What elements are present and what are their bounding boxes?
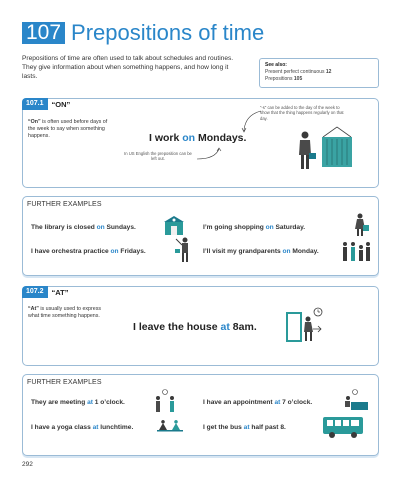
example-3: I have a yoga class at lunchtime.	[31, 424, 134, 431]
bus-icon	[321, 415, 365, 439]
see-also-line-2: Prepositions 105	[265, 76, 303, 82]
intro-text: Prepositions of time are often used to talk about schedules and routines. They give information about when something happens, and how long it lasts.	[22, 55, 234, 80]
section-word: “ON”	[51, 99, 71, 109]
further-examples-on-box	[22, 196, 379, 276]
section-explanation: “At” is usually used to express what time something happens.	[28, 306, 102, 319]
section-at-box	[22, 286, 379, 366]
see-also-title: See also:	[265, 62, 287, 68]
example-4: I’ll visit my grandparents on Monday.	[203, 248, 319, 255]
further-examples-at-box	[22, 374, 379, 456]
example-1: They are meeting at 1 o’clock.	[31, 399, 125, 406]
desk-appointment-icon	[341, 389, 369, 411]
meeting-people-icon	[153, 389, 177, 413]
example-1: The library is closed on Sundays.	[31, 224, 136, 231]
unit-number: 107	[22, 22, 65, 44]
section-number: 107.2	[22, 286, 48, 298]
shopping-woman-icon	[351, 213, 369, 237]
conductor-icon	[175, 237, 193, 263]
businessman-briefcase-icon	[295, 131, 315, 171]
library-building-icon	[163, 215, 185, 237]
see-also-line-1: Present perfect continuous 12	[265, 69, 332, 75]
shipping-container-icon	[319, 127, 355, 169]
section-number: 107.1	[22, 98, 48, 110]
family-group-icon	[341, 241, 371, 263]
page-number: 292	[22, 461, 33, 468]
unit-header	[22, 22, 264, 44]
section-on-box	[22, 98, 379, 188]
note-top: “-s” can be added to the day of the week to show that the thing happens regularly on that day.	[260, 105, 344, 121]
main-example: I leave the house at 8am.	[133, 321, 257, 333]
note-bottom: In US English the preposition can be left out.	[124, 151, 192, 162]
example-2: I have an appointment at 7 o’clock.	[203, 399, 313, 406]
further-examples-title: FURTHER EXAMPLES	[27, 201, 102, 208]
yoga-people-icon	[157, 418, 183, 432]
example-3: I have orchestra practice on Fridays.	[31, 248, 146, 255]
section-word: “AT”	[51, 287, 69, 297]
example-4: I get the bus at half past 8.	[203, 424, 286, 431]
section-label	[22, 286, 68, 298]
example-2: I’m going shopping on Saturday.	[203, 224, 306, 231]
unit-title: Prepositions of time	[71, 20, 265, 45]
see-also-box	[259, 58, 379, 88]
section-explanation: “On” is often used before days of the week to say when something happens.	[28, 119, 108, 139]
further-examples-title: FURTHER EXAMPLES	[27, 379, 102, 386]
person-leaving-door-icon	[285, 307, 323, 347]
main-example: I work on Mondays.	[149, 132, 247, 144]
